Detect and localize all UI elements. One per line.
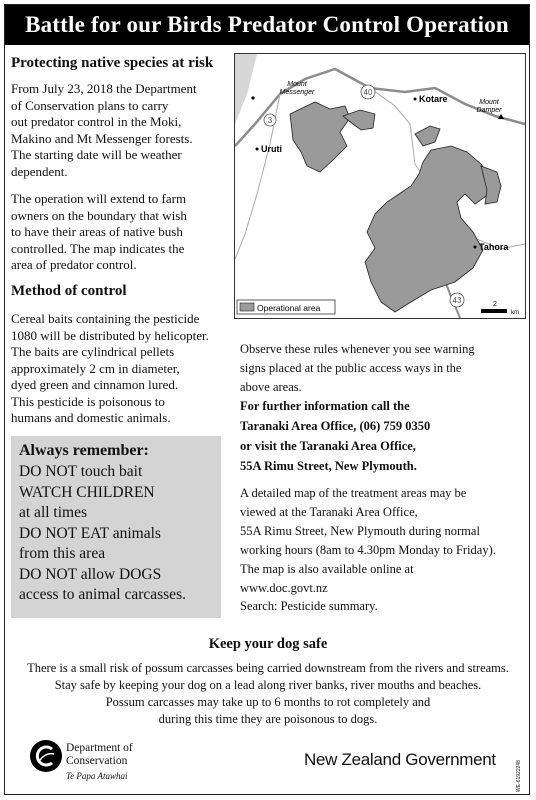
always-remember-box [11, 436, 221, 618]
place-marker [474, 246, 477, 249]
remember-line: DO NOT touch bait [19, 463, 143, 480]
scale-bar [481, 309, 507, 313]
protect-para-2: The operation will extend to farm owners on the boundary that wish to have their areas of native bush controlled. The map indicates the area of predator control. [11, 191, 187, 272]
protect-heading: Protecting native species at risk [11, 55, 214, 71]
operational-area-polygon [290, 102, 350, 172]
mount-damper-label: Mount Damper [476, 99, 502, 114]
map-svg [235, 54, 525, 318]
doc-wordmark [66, 742, 133, 783]
scale-unit: km [511, 310, 519, 316]
remember-line: access to animal carcasses. [19, 586, 186, 603]
nz-government-logo: New Zealand Government [304, 750, 496, 769]
kotare-label: Kotare [419, 94, 448, 104]
operational-area-polygon [365, 146, 490, 312]
protect-para-1: From July 23, 2018 the Department of Conservation plans to carry out predator control in the Moki, Makino and Mt Messenger forests. The starting date will be weather dependent. [11, 81, 197, 179]
method-para: Cereal baits containing the pesticide 1080 will be distributed by helicopter. The baits are cylindrical pellets approximately 2 cm in diameter, dyed green and cinnamon lured. This pesticide is poisonous to humans and domestic animals. [11, 311, 209, 425]
dog-para: There is a small risk of possum carcasses being carried downstream from the rivers and streams. Stay safe by keeping your dog on a lead along river banks, river mouths and beaches. Possum carcasses may take up to 6 months to rot completely and during this time they are poisonous to dogs. [27, 661, 509, 726]
doc-line-2: Conservation [66, 755, 128, 767]
remember-line: from this area [19, 545, 106, 562]
observe-text: Observe these rules whenever you see warning signs placed at the public access ways in the above areas. [240, 342, 475, 394]
doc-logo-icon [30, 740, 62, 772]
page-title: Battle for our Birds Predator Control Operation [5, 5, 529, 45]
info-bold: For further information call the Taranaki Area Office, (06) 759 0350 or visit the Taranaki Area Office, 55A Rimu Street, New Plymouth. [240, 399, 431, 473]
remember-line: at all times [19, 504, 88, 521]
remember-line: DO NOT allow DOGS [19, 565, 162, 583]
place-marker [414, 98, 417, 101]
doc-maori: Te Papa Atawhai [66, 771, 128, 781]
doc-logo-mark [30, 740, 62, 772]
uruti-label: Uruti [261, 144, 282, 154]
road-3-label: 3 [267, 116, 273, 125]
method-heading: Method of control [11, 283, 127, 299]
operational-area-polygon [415, 126, 440, 146]
print-code: WE-61922248 [516, 760, 522, 792]
info-para: A detailed map of the treatment areas may be viewed at the Taranaki Area Office, 55A Rimu Street, New Plymouth during normal working hours (8am to 4.30pm Monday to Friday). The map is also available online at www.doc.govt.nz Search: Pesticide summary. [240, 486, 496, 614]
legend-swatch [240, 303, 254, 311]
peak-marker [251, 96, 254, 99]
remember-heading: Always remember: [19, 442, 149, 459]
mount-messenger-label: Mount Messenger [279, 81, 315, 96]
dog-heading: Keep your dog safe [208, 636, 328, 652]
operation-map [234, 53, 526, 319]
road-43-label: 43 [452, 296, 462, 305]
tahora-label: Tahora [479, 242, 509, 252]
remember-line: DO NOT EAT animals [19, 524, 161, 542]
sea-area [235, 54, 257, 124]
remember-line: WATCH CHILDREN [19, 483, 155, 501]
legend-label: Operational area [257, 303, 321, 313]
place-marker [256, 148, 259, 151]
scale-number: 2 [493, 301, 497, 308]
doc-line-1: Department of [66, 742, 133, 754]
road-40-label: 40 [363, 88, 373, 97]
